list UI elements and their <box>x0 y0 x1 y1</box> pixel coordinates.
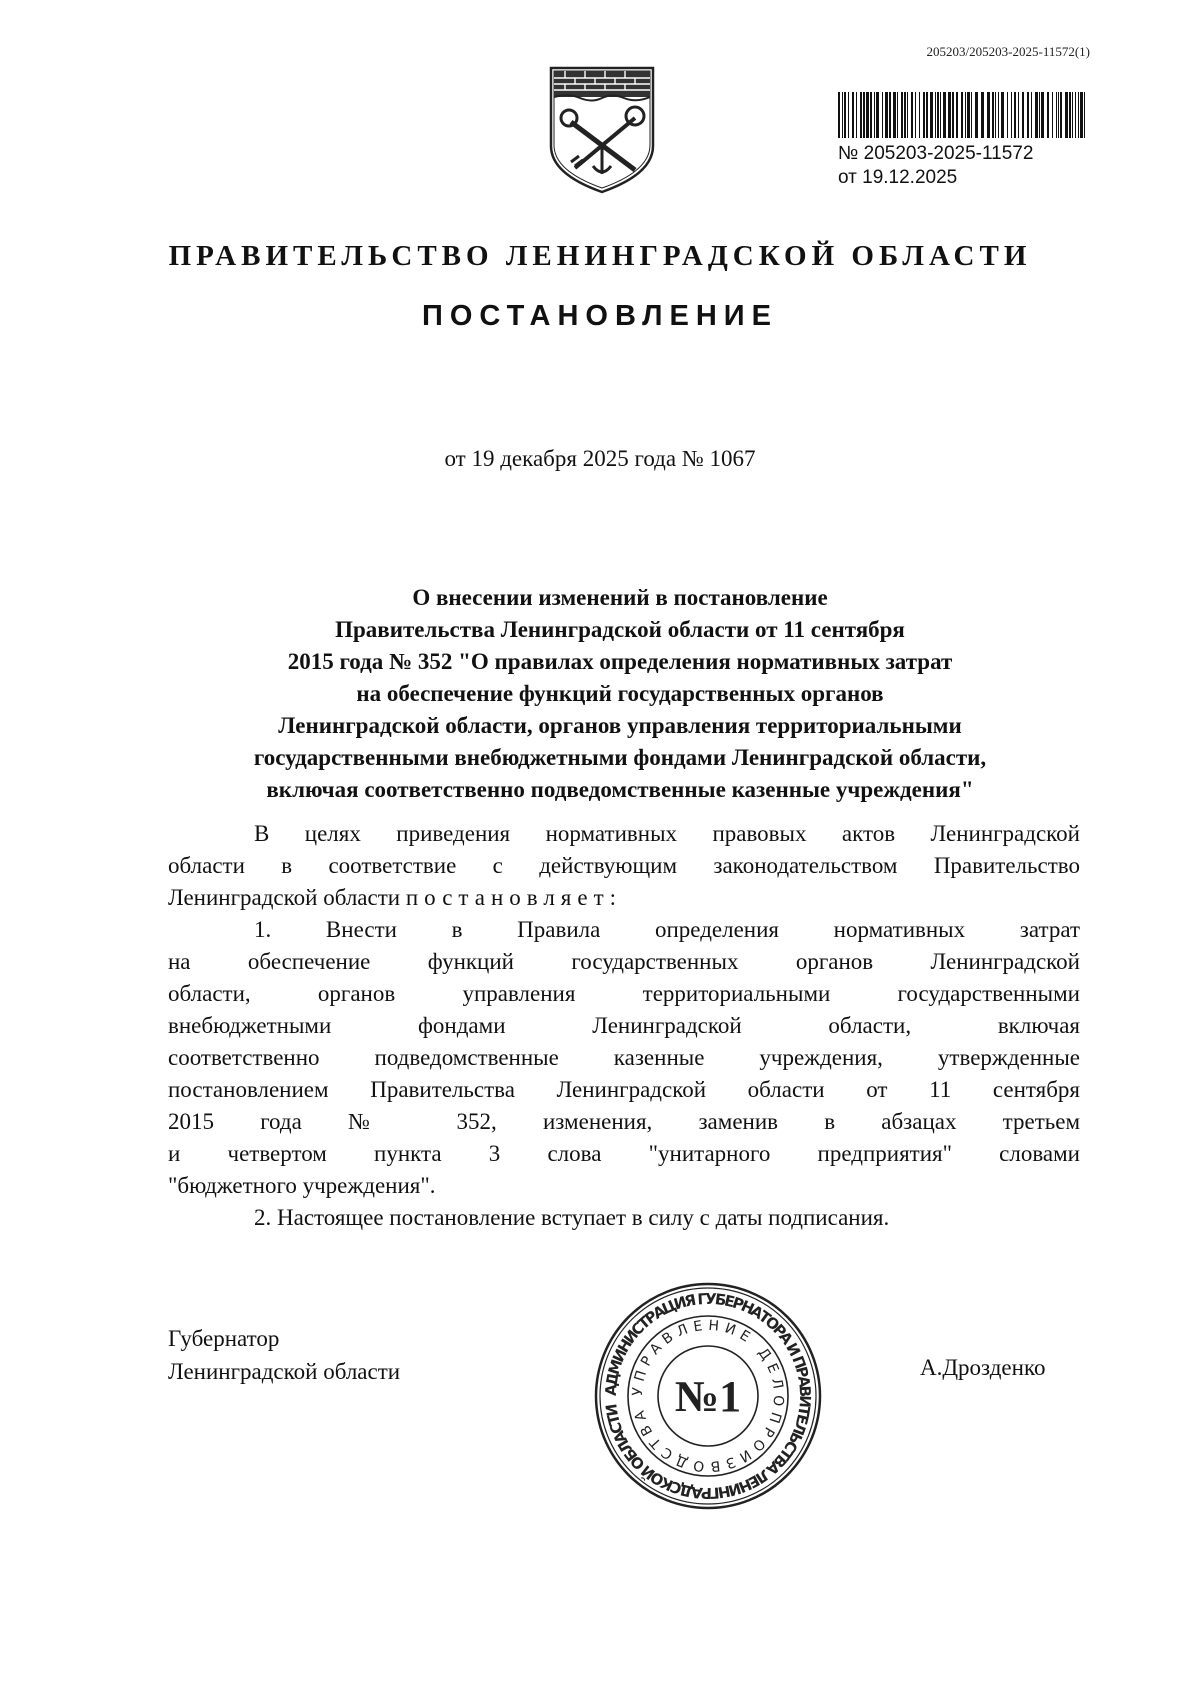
resolution-verb: постановляет: <box>405 885 623 910</box>
registration-date: от 19.12.2025 <box>838 167 958 188</box>
item1-line: 2015 года № 352, изменения, заменив в абзацах третьем <box>168 1109 1080 1134</box>
barcode-bar <box>897 92 898 138</box>
barcode-bar <box>1052 92 1053 138</box>
barcode-bar <box>967 92 970 138</box>
seal-center-number: №1 <box>674 1372 742 1421</box>
barcode-bar <box>995 92 996 138</box>
barcode-bar <box>1011 92 1012 138</box>
barcode-bar <box>856 92 857 138</box>
barcode-bar <box>838 92 840 138</box>
barcode-bar <box>943 92 946 138</box>
subject-line: О внесении изменений в постановление <box>412 585 828 610</box>
subject-line: на обеспечение функций государственных органов <box>356 681 884 706</box>
organization-title: ПРАВИТЕЛЬСТВО ЛЕНИНГРАДСКОЙ ОБЛАСТИ <box>168 240 1032 272</box>
barcode-bar <box>1069 92 1071 138</box>
barcode <box>838 92 1086 138</box>
barcode-bar <box>961 92 963 138</box>
barcode-bar <box>842 92 843 138</box>
barcode-bar <box>1058 92 1059 138</box>
barcode-bar <box>1065 92 1068 138</box>
barcode-bar <box>992 92 994 138</box>
barcode-bar <box>866 92 869 138</box>
barcode-bar <box>1031 92 1032 138</box>
barcode-bar <box>1001 92 1004 138</box>
registration-block <box>838 92 1088 190</box>
barcode-bar <box>901 92 903 138</box>
preamble-line: В целях приведения нормативных правовых актов Ленинградской <box>254 821 1080 846</box>
seal-outer-text: АДМИНИСТРАЦИЯ ГУБЕРНАТОРА И ПРАВИТЕЛЬСТВА ЛЕНИНГРАДСКОЙ ОБЛАСТИ <box>601 1289 815 1503</box>
barcode-bar <box>935 92 936 138</box>
barcode-bar <box>870 92 872 138</box>
barcode-bar <box>907 92 908 138</box>
barcode-bar <box>1084 92 1085 138</box>
barcode-bar <box>919 92 920 138</box>
subject-line: включая соответственно подведомственные казенные учреждения" <box>266 777 974 802</box>
barcode-bar <box>1056 92 1057 138</box>
barcode-bar <box>1007 92 1008 138</box>
barcode-bar <box>1022 92 1024 138</box>
document-kind: ПОСТАНОВЛЕНИЕ <box>422 300 778 332</box>
barcode-bar <box>1075 92 1076 138</box>
signer-role <box>168 1322 400 1388</box>
barcode-bar <box>1047 92 1049 138</box>
item1-line: соответственно подведомственные казенные учреждения, утвержденные <box>168 1045 1080 1070</box>
item1-line: постановлением Правительства Ленинградской области от 11 сентября <box>168 1077 1080 1102</box>
barcode-bar <box>1035 92 1038 138</box>
barcode-bar <box>923 92 925 138</box>
barcode-bar <box>911 92 913 138</box>
preamble-line: области в соответствие с действующим законодательством Правительство <box>168 853 1080 878</box>
barcode-bar <box>971 92 972 138</box>
barcode-bar <box>852 92 854 138</box>
barcode-bar <box>930 92 933 138</box>
item1-line: "бюджетного учреждения". <box>168 1173 436 1198</box>
barcode-bar <box>956 92 958 138</box>
barcode-bar <box>1060 92 1062 138</box>
barcode-bar <box>893 92 896 138</box>
signer-name: А.Дрозденко <box>920 1355 1046 1380</box>
document-date-number: от 19 декабря 2025 года № 1067 <box>444 446 756 471</box>
barcode-bar <box>975 92 978 138</box>
barcode-bar <box>876 92 879 138</box>
item1-line: 1. Внести в Правила определения нормативных затрат <box>254 917 1080 942</box>
barcode-bar <box>1080 92 1083 138</box>
registration-number: № 205203-2025-11572 <box>838 143 1034 164</box>
leningrad-region-coat-of-arms-icon <box>545 62 659 198</box>
subject-line: Правительства Ленинградской области от 11 сентября <box>335 617 905 642</box>
barcode-bar <box>1018 92 1019 138</box>
barcode-bar <box>882 92 883 138</box>
barcode-bar <box>844 92 846 138</box>
signer-role-line: Ленинградской области <box>168 1359 401 1384</box>
barcode-bar <box>1078 92 1079 138</box>
barcode-bar <box>987 92 990 138</box>
barcode-bar <box>940 92 941 138</box>
barcode-bar <box>965 92 966 138</box>
barcode-bar <box>874 92 875 138</box>
barcode-bar <box>937 92 939 138</box>
document-subject <box>160 582 1080 806</box>
barcode-bar <box>848 92 849 138</box>
official-seal-stamp <box>592 1280 824 1512</box>
barcode-bar <box>1014 92 1016 138</box>
item1-line: на обеспечение функций государственных органов Ленинградской <box>168 949 1080 974</box>
item1-line: внебюджетными фондами Ленинградской области, включая <box>168 1013 1080 1038</box>
barcode-bar <box>948 92 951 138</box>
barcode-bar <box>1072 92 1073 138</box>
subject-line: 2015 года № 352 "О правилах определения нормативных затрат <box>287 649 953 674</box>
barcode-bar <box>926 92 928 138</box>
barcode-bar <box>1039 92 1040 138</box>
item2-line: 2. Настоящее постановление вступает в силу с даты подписания. <box>254 1205 890 1230</box>
barcode-bar <box>860 92 862 138</box>
barcode-bar <box>885 92 888 138</box>
preamble-line <box>168 882 1080 914</box>
barcode-bar <box>952 92 954 138</box>
barcode-bar <box>889 92 891 138</box>
barcode-bar <box>981 92 984 138</box>
barcode-bar <box>915 92 916 138</box>
item1-line: области, органов управления территориальными государственными <box>168 981 1080 1006</box>
document-body <box>168 818 1080 1234</box>
subject-line: государственными внебюджетными фондами Ленинградской области, <box>253 745 987 770</box>
seal-inner-text: УПРАВЛЕНИЕ ДЕЛОПРОИЗВОДСТВА <box>629 1317 787 1475</box>
item1-line: и четвертом пункта 3 слова "унитарного предприятия" словами <box>168 1141 1080 1166</box>
preamble-prefix: Ленинградской области <box>168 885 401 910</box>
registry-code: 205203/205203-2025-11572(1) <box>926 44 1090 59</box>
barcode-bar <box>904 92 906 138</box>
barcode-bar <box>1027 92 1029 138</box>
subject-line: Ленинградской области, органов управления территориальными <box>278 713 962 738</box>
barcode-bar <box>863 92 865 138</box>
barcode-bar <box>1041 92 1044 138</box>
signer-role-line: Губернатор <box>168 1326 280 1351</box>
barcode-bar <box>998 92 999 138</box>
